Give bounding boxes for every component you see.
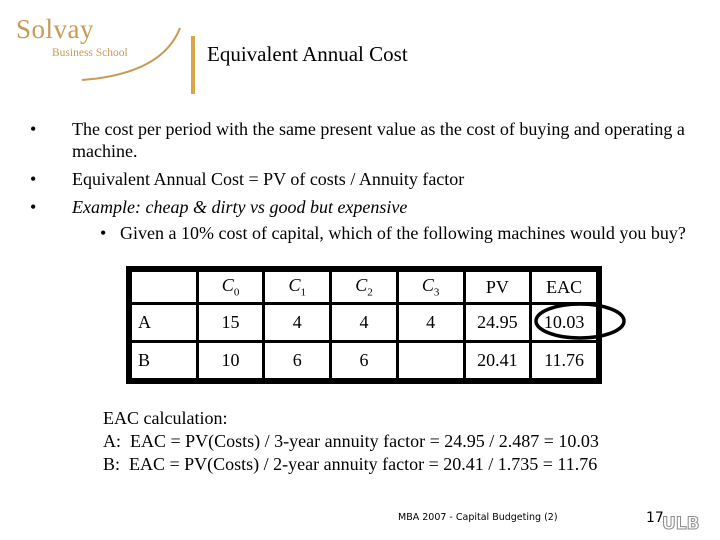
eac-calculation xyxy=(103,407,599,476)
bullet-list xyxy=(30,118,690,244)
header-subscript: 3 xyxy=(433,286,440,299)
bullet-icon: • xyxy=(30,169,37,189)
header-subscript: 1 xyxy=(300,286,307,299)
bullet-icon: • xyxy=(30,197,37,217)
table-cell xyxy=(399,343,463,378)
header-letter: C xyxy=(288,275,301,296)
bullet-icon: • xyxy=(30,119,37,139)
table-cell: 11.76 xyxy=(532,343,596,378)
table-cell: 24.95 xyxy=(466,305,530,340)
eac-line-a: A: EAC = PV(Costs) / 3-year annuity factor = 24.95 / 2.487 = 10.03 xyxy=(103,431,599,451)
table-header-cell: PV xyxy=(466,272,530,302)
bullet-text: The cost per period with the same present value as the cost of buying and operating a machine. xyxy=(72,119,685,161)
ulb-logo-text: ULB xyxy=(662,514,700,533)
table-header-cell xyxy=(199,272,263,302)
header-letter: C xyxy=(355,275,368,296)
header-subscript: 0 xyxy=(233,286,240,299)
table-header-cell xyxy=(399,272,463,302)
title-divider xyxy=(191,36,195,94)
bullet-item xyxy=(30,196,690,218)
table-header-cell: EAC xyxy=(532,272,596,302)
ulb-logo-icon xyxy=(660,511,708,533)
solvay-logo xyxy=(12,14,187,84)
eac-line-b: B: EAC = PV(Costs) / 2-year annuity factor = 20.41 / 1.735 = 11.76 xyxy=(103,454,598,474)
table-cell: 10 xyxy=(199,343,263,378)
table-cell: 6 xyxy=(332,343,396,378)
eac-heading: EAC calculation: xyxy=(103,408,228,428)
bullet-item xyxy=(30,168,690,190)
logo-name: Solvay xyxy=(16,14,95,44)
table-cell: 4 xyxy=(265,305,329,340)
table-cell: 10.03 xyxy=(532,305,596,340)
table-header-row xyxy=(132,272,596,302)
logo-subtitle: Business School xyxy=(52,47,128,59)
table-header-cell xyxy=(332,272,396,302)
sub-bullet-icon: • xyxy=(100,223,107,243)
bullet-text: Example: cheap & dirty vs good but expensive xyxy=(72,197,408,217)
slide-title: Equivalent Annual Cost xyxy=(207,42,408,66)
page-number: 17 xyxy=(646,510,664,526)
table-cell: 6 xyxy=(265,343,329,378)
footer-course: MBA 2007 - Capital Budgeting (2) xyxy=(398,512,558,523)
table-cell: 15 xyxy=(199,305,263,340)
table-row xyxy=(132,305,596,340)
cost-table xyxy=(126,266,602,384)
header-subscript: 2 xyxy=(367,286,373,299)
bullet-item xyxy=(30,118,690,162)
table-cell: A xyxy=(132,305,196,340)
table-cell: 4 xyxy=(332,305,396,340)
sub-bullet-text: Given a 10% cost of capital, which of the following machines would you buy? xyxy=(120,223,686,243)
table-header-cell xyxy=(265,272,329,302)
table-header-cell xyxy=(132,272,196,302)
table-row xyxy=(132,343,596,378)
header-letter: C xyxy=(421,275,434,296)
header-letter: C xyxy=(221,275,234,296)
sub-bullet-item xyxy=(30,222,690,244)
table-cell: 20.41 xyxy=(466,343,530,378)
bullet-text: Equivalent Annual Cost = PV of costs / Annuity factor xyxy=(72,169,465,189)
highlight-ellipse-icon xyxy=(532,300,628,342)
table-cell: 4 xyxy=(399,305,463,340)
table-cell: B xyxy=(132,343,196,378)
